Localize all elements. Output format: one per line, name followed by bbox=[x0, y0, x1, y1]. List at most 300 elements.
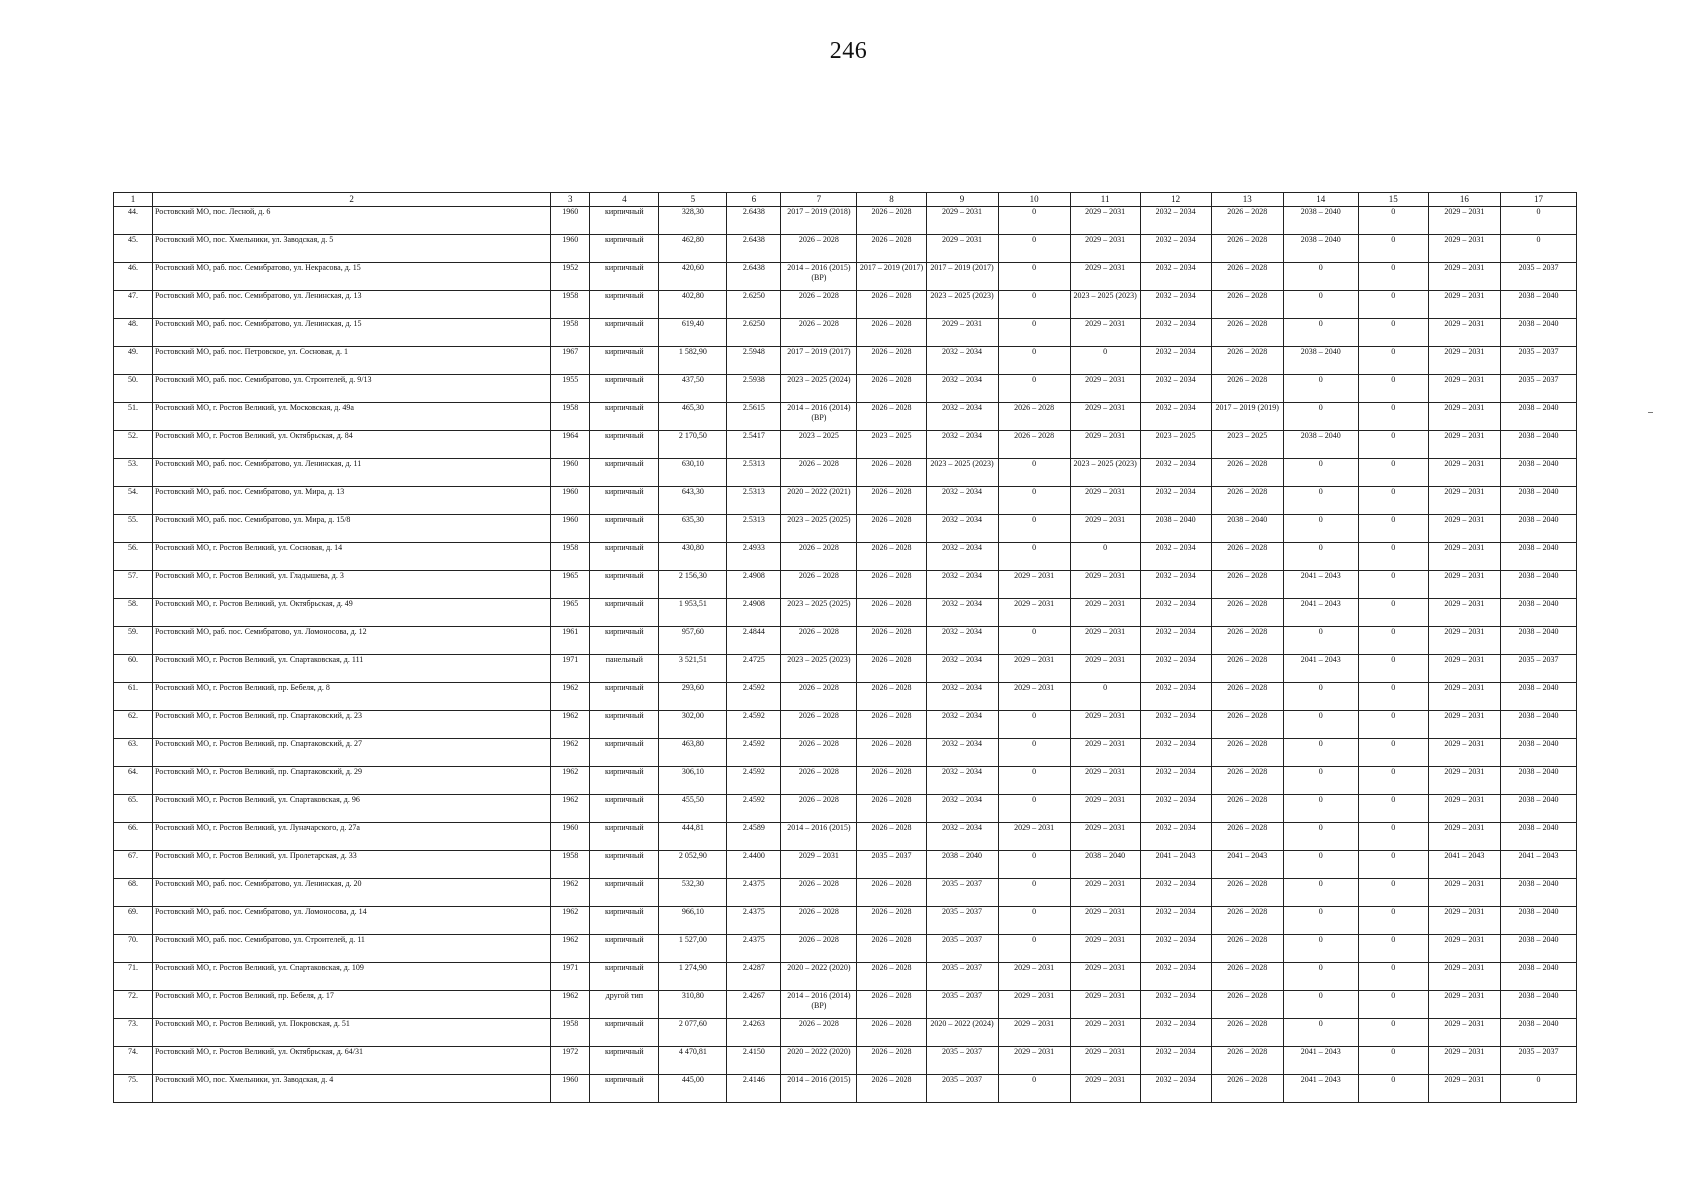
table-cell: 462,80 bbox=[659, 235, 727, 263]
table-cell: кирпичный bbox=[590, 851, 659, 879]
table-cell: кирпичный bbox=[590, 627, 659, 655]
table-cell: 1960 bbox=[551, 459, 590, 487]
table-cell: 2038 – 2040 bbox=[1500, 711, 1576, 739]
table-cell: 2041 – 2043 bbox=[1283, 599, 1358, 627]
table-cell: 2026 – 2028 bbox=[1211, 459, 1283, 487]
table-cell: 2026 – 2028 bbox=[857, 515, 926, 543]
table-cell: 2032 – 2034 bbox=[926, 431, 998, 459]
table-cell: 2029 – 2031 bbox=[998, 571, 1070, 599]
table-cell: 0 bbox=[998, 879, 1070, 907]
table-cell: 2029 – 2031 bbox=[1070, 403, 1140, 431]
table-cell: 53. bbox=[114, 459, 153, 487]
table-cell: 0 bbox=[998, 487, 1070, 515]
table-cell: 1 527,00 bbox=[659, 935, 727, 963]
table-row bbox=[114, 207, 1577, 235]
table-cell: 2032 – 2034 bbox=[1140, 347, 1211, 375]
address-cell: Ростовский МО, раб. пос. Семибратово, ул. Ленинская, д. 13 bbox=[153, 291, 551, 319]
address-cell: Ростовский МО, г. Ростов Великий, ул. Спартаковская, д. 109 bbox=[153, 963, 551, 991]
table-cell: 2023 – 2025 (2023) bbox=[781, 655, 857, 683]
table-cell: 0 bbox=[1283, 543, 1358, 571]
table-cell: 2.4592 bbox=[727, 711, 781, 739]
table-cell: 2026 – 2028 bbox=[857, 543, 926, 571]
table-cell: 2032 – 2034 bbox=[1140, 739, 1211, 767]
table-cell: 71. bbox=[114, 963, 153, 991]
table-cell: 0 bbox=[1283, 851, 1358, 879]
table-cell: 2029 – 2031 bbox=[1428, 459, 1500, 487]
table-cell: 1962 bbox=[551, 907, 590, 935]
table-cell: 0 bbox=[1070, 543, 1140, 571]
table-cell: 65. bbox=[114, 795, 153, 823]
table-cell: 0 bbox=[1358, 1047, 1428, 1075]
table-cell: 2035 – 2037 bbox=[1500, 347, 1576, 375]
table-cell: 2032 – 2034 bbox=[1140, 907, 1211, 935]
table-cell: 0 bbox=[1358, 515, 1428, 543]
table-cell: 1958 bbox=[551, 543, 590, 571]
table-cell: 2023 – 2025 (2025) bbox=[781, 515, 857, 543]
table-cell: 2038 – 2040 bbox=[1500, 487, 1576, 515]
table-cell: 2029 – 2031 bbox=[1070, 487, 1140, 515]
table-cell: 2 170,50 bbox=[659, 431, 727, 459]
table-cell: 2029 – 2031 bbox=[1428, 347, 1500, 375]
table-cell: 0 bbox=[1283, 1019, 1358, 1047]
table-cell: 2029 – 2031 bbox=[1070, 739, 1140, 767]
table-cell: 0 bbox=[1358, 571, 1428, 599]
table-cell: 2026 – 2028 bbox=[781, 683, 857, 711]
table-cell: 2035 – 2037 bbox=[926, 1075, 998, 1103]
table-cell: 3 521,51 bbox=[659, 655, 727, 683]
table-cell: 2 077,60 bbox=[659, 1019, 727, 1047]
table-cell: 2026 – 2028 bbox=[1211, 795, 1283, 823]
table-cell: 2029 – 2031 bbox=[998, 823, 1070, 851]
table-cell: 2041 – 2043 bbox=[1140, 851, 1211, 879]
table-cell: 2038 – 2040 bbox=[1500, 431, 1576, 459]
table-cell: 0 bbox=[1283, 375, 1358, 403]
address-cell: Ростовский МО, пос. Лесной, д. 6 bbox=[153, 207, 551, 235]
table-cell: 68. bbox=[114, 879, 153, 907]
table-cell: 2029 – 2031 bbox=[926, 207, 998, 235]
table-row bbox=[114, 767, 1577, 795]
column-header-7: 7 bbox=[781, 193, 857, 207]
table-cell: 2026 – 2028 bbox=[857, 711, 926, 739]
table-cell: 2029 – 2031 bbox=[1428, 683, 1500, 711]
table-cell: 1960 bbox=[551, 823, 590, 851]
table-cell: 2029 – 2031 bbox=[1070, 1075, 1140, 1103]
column-header-2: 2 bbox=[153, 193, 551, 207]
column-header-17: 17 bbox=[1500, 193, 1576, 207]
table-cell: 49. bbox=[114, 347, 153, 375]
table-cell: 1967 bbox=[551, 347, 590, 375]
table-cell: 2.4263 bbox=[727, 1019, 781, 1047]
table-cell: 0 bbox=[1358, 207, 1428, 235]
table-cell: 0 bbox=[1358, 291, 1428, 319]
table-cell: 2026 – 2028 bbox=[781, 1019, 857, 1047]
table-cell: 0 bbox=[998, 543, 1070, 571]
address-cell: Ростовский МО, пос. Хмельники, ул. Заводская, д. 5 bbox=[153, 235, 551, 263]
table-cell: 2032 – 2034 bbox=[1140, 1019, 1211, 1047]
document-table-container bbox=[113, 192, 1577, 1103]
table-cell: 2029 – 2031 bbox=[1070, 795, 1140, 823]
address-cell: Ростовский МО, раб. пос. Семибратово, ул. Строителей, д. 9/13 bbox=[153, 375, 551, 403]
table-cell: 2029 – 2031 bbox=[998, 991, 1070, 1019]
table-cell: 0 bbox=[1283, 403, 1358, 431]
table-cell: 0 bbox=[1283, 459, 1358, 487]
table-cell: 2026 – 2028 bbox=[857, 347, 926, 375]
table-cell: 2026 – 2028 bbox=[1211, 347, 1283, 375]
table-cell: 2032 – 2034 bbox=[1140, 207, 1211, 235]
column-header-6: 6 bbox=[727, 193, 781, 207]
table-cell: 2035 – 2037 bbox=[926, 963, 998, 991]
table-cell: 302,00 bbox=[659, 711, 727, 739]
table-row bbox=[114, 543, 1577, 571]
table-cell: 2029 – 2031 bbox=[1070, 1047, 1140, 1075]
table-cell: 1958 bbox=[551, 291, 590, 319]
table-cell: 2023 – 2025 (2023) bbox=[1070, 459, 1140, 487]
table-cell: 2032 – 2034 bbox=[1140, 879, 1211, 907]
table-cell: 2038 – 2040 bbox=[1500, 907, 1576, 935]
table-cell: 455,50 bbox=[659, 795, 727, 823]
table-cell: кирпичный bbox=[590, 431, 659, 459]
table-cell: 2026 – 2028 bbox=[1211, 935, 1283, 963]
table-cell: 2020 – 2022 (2021) bbox=[781, 487, 857, 515]
table-cell: кирпичный bbox=[590, 319, 659, 347]
table-cell: 2029 – 2031 bbox=[1428, 1075, 1500, 1103]
address-cell: Ростовский МО, г. Ростов Великий, ул. Сосновая, д. 14 bbox=[153, 543, 551, 571]
table-cell: 2026 – 2028 bbox=[857, 683, 926, 711]
table-cell: 2029 – 2031 bbox=[1070, 767, 1140, 795]
address-cell: Ростовский МО, г. Ростов Великий, ул. Октябрьская, д. 49 bbox=[153, 599, 551, 627]
table-cell: 0 bbox=[998, 627, 1070, 655]
table-cell: 51. bbox=[114, 403, 153, 431]
address-cell: Ростовский МО, г. Ростов Великий, пр. Спартаковский, д. 23 bbox=[153, 711, 551, 739]
table-cell: 0 bbox=[1358, 851, 1428, 879]
table-cell: 2029 – 2031 bbox=[1428, 963, 1500, 991]
table-cell: 2029 – 2031 bbox=[1428, 515, 1500, 543]
table-cell: 2.4908 bbox=[727, 571, 781, 599]
table-cell: 60. bbox=[114, 655, 153, 683]
address-cell: Ростовский МО, раб. пос. Петровское, ул. Сосновая, д. 1 bbox=[153, 347, 551, 375]
table-cell: 2032 – 2034 bbox=[926, 683, 998, 711]
table-cell: 532,30 bbox=[659, 879, 727, 907]
table-cell: 2026 – 2028 bbox=[781, 627, 857, 655]
table-cell: 402,80 bbox=[659, 291, 727, 319]
table-cell: 2029 – 2031 bbox=[998, 599, 1070, 627]
table-cell: 2026 – 2028 bbox=[1211, 599, 1283, 627]
table-cell: 1961 bbox=[551, 627, 590, 655]
table-cell: 957,60 bbox=[659, 627, 727, 655]
table-cell: 0 bbox=[1283, 711, 1358, 739]
table-cell: 2026 – 2028 bbox=[1211, 319, 1283, 347]
table-cell: 2038 – 2040 bbox=[1500, 683, 1576, 711]
table-cell: 2035 – 2037 bbox=[857, 851, 926, 879]
table-cell: 70. bbox=[114, 935, 153, 963]
table-cell: 2.6438 bbox=[727, 235, 781, 263]
table-cell: 74. bbox=[114, 1047, 153, 1075]
table-cell: 1972 bbox=[551, 1047, 590, 1075]
table-cell: кирпичный bbox=[590, 879, 659, 907]
table-cell: 2029 – 2031 bbox=[1070, 1019, 1140, 1047]
table-cell: 2032 – 2034 bbox=[1140, 319, 1211, 347]
table-cell: 0 bbox=[1500, 207, 1576, 235]
table-cell: кирпичный bbox=[590, 683, 659, 711]
table-cell: 2032 – 2034 bbox=[1140, 263, 1211, 291]
table-cell: 2032 – 2034 bbox=[1140, 991, 1211, 1019]
table-cell: 2029 – 2031 bbox=[1428, 739, 1500, 767]
table-cell: 2038 – 2040 bbox=[1500, 991, 1576, 1019]
column-header-11: 11 bbox=[1070, 193, 1140, 207]
table-cell: 2029 – 2031 bbox=[1428, 599, 1500, 627]
table-cell: 2023 – 2025 bbox=[1211, 431, 1283, 459]
table-cell: 2.5615 bbox=[727, 403, 781, 431]
table-header-row bbox=[114, 193, 1577, 207]
address-cell: Ростовский МО, г. Ростов Великий, ул. Октябрьская, д. 64/31 bbox=[153, 1047, 551, 1075]
table-cell: 2035 – 2037 bbox=[1500, 263, 1576, 291]
table-cell: 2035 – 2037 bbox=[1500, 1047, 1576, 1075]
table-cell: 2029 – 2031 bbox=[926, 235, 998, 263]
table-cell: 0 bbox=[1358, 711, 1428, 739]
table-cell: 2029 – 2031 bbox=[781, 851, 857, 879]
table-cell: 2041 – 2043 bbox=[1500, 851, 1576, 879]
housing-repair-schedule-table bbox=[113, 192, 1577, 1103]
table-cell: 2029 – 2031 bbox=[1070, 599, 1140, 627]
table-cell: 2032 – 2034 bbox=[1140, 403, 1211, 431]
table-cell: 2032 – 2034 bbox=[926, 375, 998, 403]
table-cell: 0 bbox=[998, 515, 1070, 543]
table-cell: 2038 – 2040 bbox=[1211, 515, 1283, 543]
table-cell: 2038 – 2040 bbox=[1500, 403, 1576, 431]
table-row bbox=[114, 739, 1577, 767]
table-cell: 2032 – 2034 bbox=[926, 767, 998, 795]
table-cell: 0 bbox=[1283, 991, 1358, 1019]
table-cell: 2032 – 2034 bbox=[1140, 1075, 1211, 1103]
table-cell: 2038 – 2040 bbox=[1500, 599, 1576, 627]
table-cell: 75. bbox=[114, 1075, 153, 1103]
table-cell: 0 bbox=[1358, 347, 1428, 375]
table-cell: 2029 – 2031 bbox=[1428, 263, 1500, 291]
table-cell: кирпичный bbox=[590, 711, 659, 739]
table-cell: 2.4933 bbox=[727, 543, 781, 571]
table-cell: 2.4592 bbox=[727, 683, 781, 711]
table-cell: 2.4589 bbox=[727, 823, 781, 851]
column-header-9: 9 bbox=[926, 193, 998, 207]
table-cell: 2029 – 2031 bbox=[1428, 375, 1500, 403]
table-cell: 420,60 bbox=[659, 263, 727, 291]
table-row bbox=[114, 599, 1577, 627]
table-cell: 2020 – 2022 (2020) bbox=[781, 1047, 857, 1075]
table-cell: кирпичный bbox=[590, 291, 659, 319]
column-header-15: 15 bbox=[1358, 193, 1428, 207]
table-cell: 2029 – 2031 bbox=[1070, 711, 1140, 739]
table-cell: 2026 – 2028 bbox=[857, 739, 926, 767]
table-cell: 0 bbox=[1283, 935, 1358, 963]
table-cell: 2026 – 2028 bbox=[857, 879, 926, 907]
address-cell: Ростовский МО, раб. пос. Семибратово, ул. Мира, д. 15/8 bbox=[153, 515, 551, 543]
table-cell: 619,40 bbox=[659, 319, 727, 347]
table-cell: 2032 – 2034 bbox=[926, 739, 998, 767]
table-cell: 0 bbox=[998, 235, 1070, 263]
table-cell: 2029 – 2031 bbox=[1070, 571, 1140, 599]
table-cell: 0 bbox=[1070, 683, 1140, 711]
table-cell: 2032 – 2034 bbox=[926, 571, 998, 599]
table-cell: 2017 – 2019 (2019) bbox=[1211, 403, 1283, 431]
column-header-4: 4 bbox=[590, 193, 659, 207]
table-cell: 2041 – 2043 bbox=[1283, 571, 1358, 599]
table-cell: 2029 – 2031 bbox=[1070, 431, 1140, 459]
address-cell: Ростовский МО, г. Ростов Великий, ул. Покровская, д. 51 bbox=[153, 1019, 551, 1047]
address-cell: Ростовский МО, г. Ростов Великий, ул. Московская, д. 49а bbox=[153, 403, 551, 431]
table-cell: 2032 – 2034 bbox=[1140, 487, 1211, 515]
table-cell: 2029 – 2031 bbox=[1070, 655, 1140, 683]
table-cell: 2038 – 2040 bbox=[1500, 767, 1576, 795]
table-cell: 2032 – 2034 bbox=[1140, 375, 1211, 403]
table-cell: 2026 – 2028 bbox=[857, 487, 926, 515]
table-cell: 2.5313 bbox=[727, 515, 781, 543]
address-cell: Ростовский МО, г. Ростов Великий, ул. Спартаковская, д. 111 bbox=[153, 655, 551, 683]
address-cell: Ростовский МО, г. Ростов Великий, ул. Пролетарская, д. 33 bbox=[153, 851, 551, 879]
table-cell: 2026 – 2028 bbox=[1211, 627, 1283, 655]
table-cell: 2029 – 2031 bbox=[926, 319, 998, 347]
table-cell: 1962 bbox=[551, 935, 590, 963]
table-row bbox=[114, 879, 1577, 907]
table-cell: 2029 – 2031 bbox=[1428, 207, 1500, 235]
table-cell: 2029 – 2031 bbox=[1070, 375, 1140, 403]
address-cell: Ростовский МО, г. Ростов Великий, пр. Бебеля, д. 8 bbox=[153, 683, 551, 711]
table-cell: 2.5417 bbox=[727, 431, 781, 459]
table-cell: 2.4592 bbox=[727, 795, 781, 823]
table-cell: 2041 – 2043 bbox=[1283, 1047, 1358, 1075]
table-cell: 2026 – 2028 bbox=[857, 767, 926, 795]
table-cell: 2.4146 bbox=[727, 1075, 781, 1103]
table-cell: 54. bbox=[114, 487, 153, 515]
table-cell: 2026 – 2028 bbox=[1211, 683, 1283, 711]
table-cell: 2035 – 2037 bbox=[926, 991, 998, 1019]
table-cell: 2026 – 2028 bbox=[857, 571, 926, 599]
table-cell: 0 bbox=[1358, 795, 1428, 823]
table-cell: 2029 – 2031 bbox=[998, 1019, 1070, 1047]
table-cell: 0 bbox=[1358, 235, 1428, 263]
table-cell: 2026 – 2028 bbox=[857, 459, 926, 487]
table-cell: 2032 – 2034 bbox=[1140, 1047, 1211, 1075]
table-cell: кирпичный bbox=[590, 543, 659, 571]
table-cell: 2026 – 2028 bbox=[857, 963, 926, 991]
table-cell: 1962 bbox=[551, 683, 590, 711]
table-row bbox=[114, 487, 1577, 515]
table-cell: 63. bbox=[114, 739, 153, 767]
table-cell: 445,00 bbox=[659, 1075, 727, 1103]
table-cell: 0 bbox=[1358, 879, 1428, 907]
table-cell: 2029 – 2031 bbox=[998, 655, 1070, 683]
table-cell: 2026 – 2028 bbox=[781, 459, 857, 487]
table-cell: 0 bbox=[1358, 935, 1428, 963]
table-cell: 310,80 bbox=[659, 991, 727, 1019]
table-cell: 2026 – 2028 bbox=[781, 711, 857, 739]
table-cell: кирпичный bbox=[590, 823, 659, 851]
table-cell: 2032 – 2034 bbox=[926, 823, 998, 851]
table-cell: 2032 – 2034 bbox=[1140, 627, 1211, 655]
table-cell: 2029 – 2031 bbox=[1428, 627, 1500, 655]
table-cell: 2026 – 2028 bbox=[857, 907, 926, 935]
table-cell: кирпичный bbox=[590, 1019, 659, 1047]
table-cell: 2026 – 2028 bbox=[1211, 739, 1283, 767]
table-cell: 0 bbox=[1358, 907, 1428, 935]
table-cell: 2029 – 2031 bbox=[1070, 935, 1140, 963]
table-cell: 2.6250 bbox=[727, 291, 781, 319]
address-cell: Ростовский МО, раб. пос. Семибратово, ул. Ленинская, д. 11 bbox=[153, 459, 551, 487]
address-cell: Ростовский МО, г. Ростов Великий, пр. Спартаковский, д. 27 bbox=[153, 739, 551, 767]
table-cell: кирпичный bbox=[590, 207, 659, 235]
column-header-10: 10 bbox=[998, 193, 1070, 207]
table-cell: 0 bbox=[1358, 319, 1428, 347]
table-cell: кирпичный bbox=[590, 1075, 659, 1103]
table-cell: 2026 – 2028 bbox=[1211, 1019, 1283, 1047]
table-cell: 2026 – 2028 bbox=[1211, 655, 1283, 683]
address-cell: Ростовский МО, раб. пос. Семибратово, ул. Ломоносова, д. 14 bbox=[153, 907, 551, 935]
scan-mark bbox=[1648, 412, 1653, 413]
table-cell: 2038 – 2040 bbox=[1283, 347, 1358, 375]
table-row bbox=[114, 627, 1577, 655]
table-cell: 2.5313 bbox=[727, 459, 781, 487]
table-cell: 1958 bbox=[551, 1019, 590, 1047]
table-cell: 1965 bbox=[551, 571, 590, 599]
table-cell: 1960 bbox=[551, 235, 590, 263]
table-cell: 2029 – 2031 bbox=[1428, 795, 1500, 823]
column-header-12: 12 bbox=[1140, 193, 1211, 207]
table-cell: 2017 – 2019 (2017) bbox=[926, 263, 998, 291]
table-cell: кирпичный bbox=[590, 403, 659, 431]
table-cell: кирпичный bbox=[590, 963, 659, 991]
table-cell: 2.5948 bbox=[727, 347, 781, 375]
table-cell: 45. bbox=[114, 235, 153, 263]
table-body bbox=[114, 207, 1577, 1103]
table-cell: 2026 – 2028 bbox=[781, 907, 857, 935]
table-cell: 0 bbox=[1283, 319, 1358, 347]
table-cell: 2032 – 2034 bbox=[1140, 823, 1211, 851]
table-cell: 437,50 bbox=[659, 375, 727, 403]
table-cell: 2026 – 2028 bbox=[781, 739, 857, 767]
table-cell: 2026 – 2028 bbox=[1211, 907, 1283, 935]
table-cell: 2023 – 2025 (2023) bbox=[926, 459, 998, 487]
table-row bbox=[114, 851, 1577, 879]
table-cell: 64. bbox=[114, 767, 153, 795]
address-cell: Ростовский МО, г. Ростов Великий, ул. Спартаковская, д. 96 bbox=[153, 795, 551, 823]
table-cell: 1952 bbox=[551, 263, 590, 291]
table-cell: 430,80 bbox=[659, 543, 727, 571]
table-row bbox=[114, 1047, 1577, 1075]
table-cell: 0 bbox=[998, 711, 1070, 739]
table-cell: 0 bbox=[998, 375, 1070, 403]
table-cell: 62. bbox=[114, 711, 153, 739]
table-cell: 2038 – 2040 bbox=[1500, 935, 1576, 963]
table-cell: 2029 – 2031 bbox=[1428, 935, 1500, 963]
table-cell: 0 bbox=[1358, 823, 1428, 851]
table-cell: 2023 – 2025 bbox=[1140, 431, 1211, 459]
table-cell: 2023 – 2025 (2023) bbox=[1070, 291, 1140, 319]
table-cell: 0 bbox=[998, 851, 1070, 879]
table-cell: 2038 – 2040 bbox=[1500, 739, 1576, 767]
table-cell: кирпичный bbox=[590, 739, 659, 767]
table-cell: 2041 – 2043 bbox=[1283, 655, 1358, 683]
table-cell: 2029 – 2031 bbox=[1070, 235, 1140, 263]
table-cell: 2032 – 2034 bbox=[1140, 459, 1211, 487]
table-cell: 2038 – 2040 bbox=[1500, 543, 1576, 571]
table-cell: 2038 – 2040 bbox=[1070, 851, 1140, 879]
table-cell: 2029 – 2031 bbox=[1070, 515, 1140, 543]
table-cell: 0 bbox=[1358, 459, 1428, 487]
table-cell: 2032 – 2034 bbox=[926, 795, 998, 823]
table-cell: 2026 – 2028 bbox=[781, 291, 857, 319]
table-cell: 2035 – 2037 bbox=[926, 879, 998, 907]
table-cell: 2014 – 2016 (2015) (ВР) bbox=[781, 263, 857, 291]
table-cell: 2041 – 2043 bbox=[1283, 1075, 1358, 1103]
